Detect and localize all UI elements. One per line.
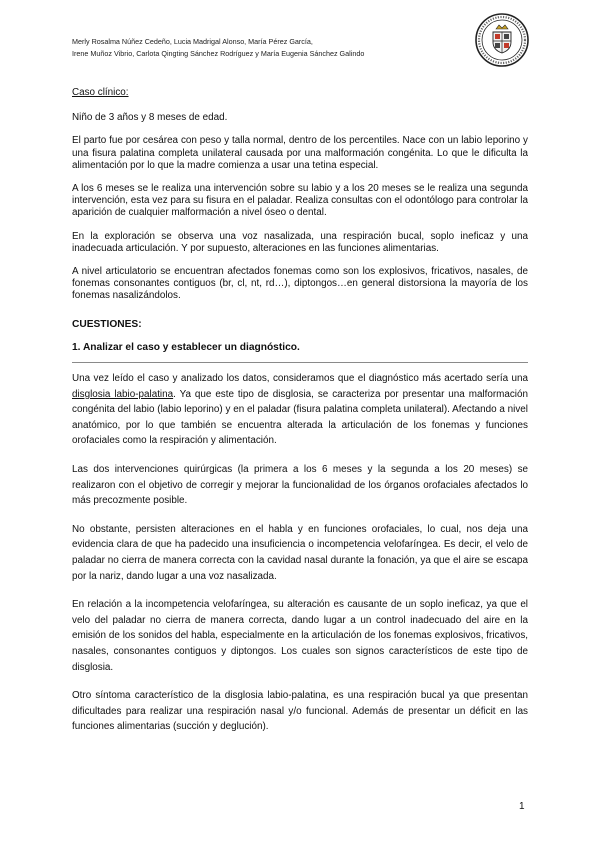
case-paragraph-2: El parto fue por cesárea con peso y talla normal, dentro de los percentiles. Nace con un labio leporino y una fisura palatina completa unilateral causada por una malformación congénita. Lo que le dificulta la alimentación por lo que la madre comienza a usar una tetina especial. (72, 135, 528, 171)
question-1-title: 1. Analizar el caso y establecer un diagnóstico. (72, 341, 300, 353)
answer-paragraph-2: Las dos intervenciones quirúrgicas (la primera a los 6 meses y la segunda a los 20 meses) se realizaron con el objetivo de corregir y mejorar la funcionalidad de los órganos orofaciales afectados lo más precozmente posible. (72, 464, 528, 507)
section-divider (72, 362, 528, 363)
document-body (72, 87, 528, 748)
answer-paragraph-4: En relación a la incompetencia velofaríngea, su alteración es causante de un soplo ineficaz, ya que el velo del paladar no cierra de manera correcta, dando lugar a un control inadecuado del aire en la emisión de los sonidos del habla, especialmente en la articulación de los fonemas explosivos, fricativos, nasales, consonantes contiguos y diptongos. Los cuales son signos característicos de este tipo de disglosia. (72, 599, 528, 673)
authors-line-2: Irene Muñoz Vibrio, Carlota Qingting Sánchez Rodríguez y María Eugenia Sánchez Galindo (72, 49, 365, 58)
authors-header (72, 36, 462, 60)
diagnosis-term: disglosia labio-palatina (72, 388, 174, 400)
case-paragraph-5: A nivel articulatorio se encuentran afectados fonemas como son los explosivos, fricativos, nasales, de fonemas consonantes contiguos (br, cl, nt, rd…), diptongos…en general distorsiona la mayoría de los fonemas nasalizándolos. (72, 266, 528, 302)
page-number: 1 (519, 801, 525, 812)
answer-p1-before: Una vez leído el caso y analizado los datos, consideramos que el diagnóstico más acertado sería una (72, 373, 528, 385)
questions-heading: CUESTIONES: (72, 318, 142, 330)
answer-p1-after: . Ya que este tipo de disglosia, se caracteriza por presentar una malformación congénita del labio (labio leporino) y en el paladar (fisura palatina completa unilateral). Afectando a nivel anatómico, por lo que también se encuentra alterada la articulación de los fonemas y funciones orofaciales como la respiración y alimentación. (72, 388, 528, 447)
case-label: Caso clínico: (72, 87, 129, 98)
answer-paragraph-1 (72, 371, 528, 449)
case-paragraph-1: Niño de 3 años y 8 meses de edad. (72, 112, 228, 124)
answer-paragraph-3: No obstante, persisten alteraciones en el habla y en funciones orofaciales, lo cual, nos deja una evidencia clara de que ha padecido una insuficiencia o incompetencia velofaríngea. Es decir, el velo de paladar no cierra de manera correcta con la cavidad nasal durante la fonación, ya que el aire se escapa por la nariz, dando lugar a una voz nasalizada. (72, 523, 528, 582)
case-paragraph-3: A los 6 meses se le realiza una intervención sobre su labio y a los 20 meses se le realiza una segunda intervención, esta vez para su fisura en el paladar. Realiza consultas con el odontólogo para controlar la aparición de cualquier malformación a nivel óseo o dental. (72, 183, 528, 219)
answer-section (72, 371, 528, 735)
answer-paragraph-5: Otro síntoma característico de la disglosia labio-palatina, es una respiración bucal ya que presentan dificultades para realizar una respiración nasal y/o funcional. Además de presentar un déficit en las funciones alimentarias (succión y deglución). (72, 690, 528, 733)
university-seal-icon (474, 12, 530, 68)
case-paragraph-4: En la exploración se observa una voz nasalizada, una respiración bucal, soplo ineficaz y una inadecuada articulación. Y por supuesto, alteraciones en las funciones alimentarias. (72, 230, 528, 254)
authors-line-1: Merly Rosalma Núñez Cedeño, Lucia Madrigal Alonso, María Pérez García, (72, 37, 313, 46)
